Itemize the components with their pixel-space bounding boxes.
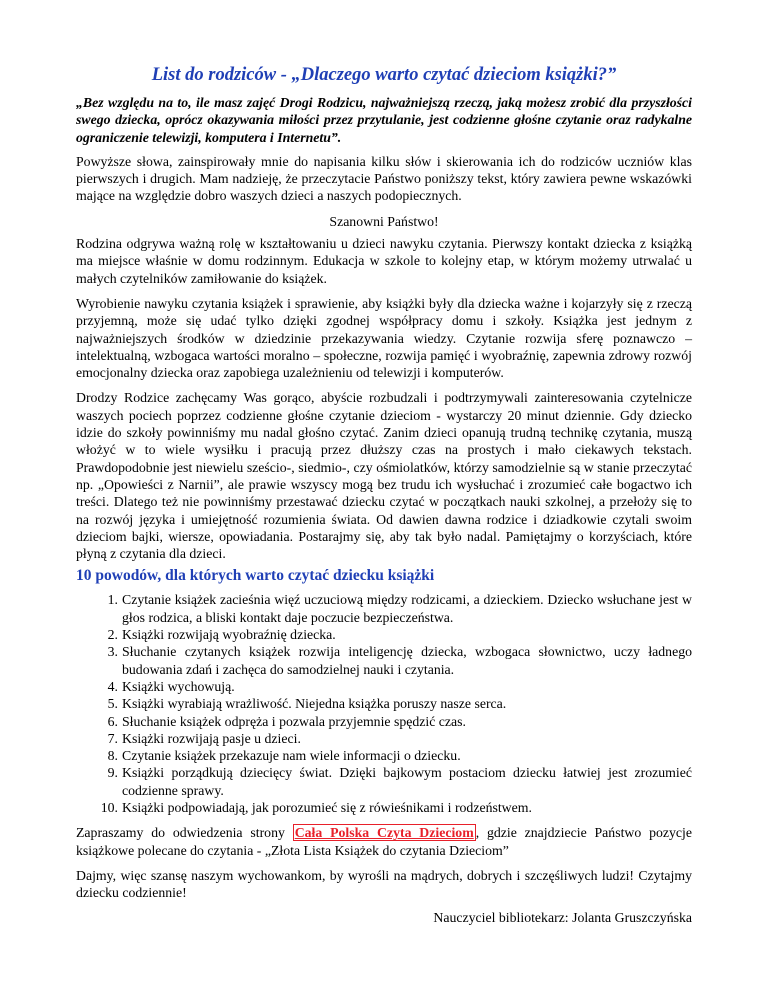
list-item [76, 747, 692, 764]
list-item [76, 591, 692, 626]
letter-title: List do rodziców - „Dlaczego warto czytać dzieciom książki?” [151, 65, 617, 85]
list-item-text: Książki podpowiadają, jak porozumieć się z rówieśnikami i rodzeństwem. [122, 799, 532, 815]
body-paragraph-1: Rodzina odgrywa ważną rolę w kształtowaniu u dzieci nawyku czytania. Pierwszy kontakt dziecka z książką ma miejsce właśnie w domu rodzinnym. Edukacja w szkole to kolejny etap, w którym możemy utrwalać u małych czytelników zamiłowanie do książek. [76, 236, 692, 286]
list-item [76, 713, 692, 730]
invite-text-before: Zapraszamy do odwiedzenia strony [76, 825, 293, 841]
closing-paragraph: Dajmy, więc szansę naszym wychowankom, by wyrośli na mądrych, dobrych i szczęśliwych ludzi! Czytajmy dziecku codziennie! [76, 867, 692, 901]
list-item [76, 643, 692, 678]
reasons-list [76, 591, 692, 816]
cala-polska-czyta-dzieciom-link[interactable]: Cała Polska Czyta Dzieciom [294, 825, 474, 841]
list-item [76, 695, 692, 712]
list-item [76, 799, 692, 816]
list-item-number: 4. [107, 678, 118, 694]
letter-page [76, 64, 692, 935]
body-paragraph-2: Wyrobienie nawyku czytania książek i sprawienie, aby książki były dla dziecka ważne i kojarzyły się z rzeczą przyjemną, może się udać tylko dzięki zgodnej współpracy domu i szkoły. Książka jest jednym z najważniejszych środków w dziedzinie przekazywania wiedzy. Czytanie rozwija sferę poznawczo – intelektualną, wzbogaca wartości moralno – społeczne, rozwija pamięć i wyobraźnię, zapewnia zdrowy rozwój emocjonalny dziecka oraz zapobiega uzależnieniu od telewizji i komputerów. [76, 295, 692, 381]
list-item-text: Książki wychowują. [122, 678, 235, 694]
list-item-text: Słuchanie książek odpręża i pozwala przyjemnie spędzić czas. [122, 713, 466, 729]
list-item-number: 3. [107, 644, 118, 660]
list-item-number: 5. [107, 696, 118, 712]
list-item-text: Czytanie książek przekazuje nam wiele informacji o dziecku. [122, 748, 461, 764]
list-item-number: 2. [107, 627, 118, 643]
signature: Nauczyciel bibliotekarz: Jolanta Gruszczyńska [433, 910, 692, 926]
list-item-number: 10. [100, 799, 118, 815]
list-item [76, 678, 692, 695]
list-item [76, 764, 692, 799]
list-item-number: 1. [107, 592, 118, 608]
intro-paragraph: Powyższe słowa, zainspirowały mnie do napisania kilku słów i skierowania ich do rodziców uczniów klas pierwszych i drugich. Mam nadzieję, że przeczytacie Państwo poniższy tekst, który zawiera pewne wskazówki mające na względzie dobro waszych dzieci a naszych podopiecznych. [76, 153, 692, 204]
list-item-number: 9. [107, 765, 118, 781]
reasons-heading: 10 powodów, dla których warto czytać dziecku książki [76, 567, 435, 585]
list-item [76, 626, 692, 643]
list-item-number: 8. [107, 748, 118, 764]
list-item-text: Książki porządkują dziecięcy świat. Dzięki bajkowym postaciom dziecku łatwiej jest zrozumieć codzienne sprawy. [122, 765, 692, 798]
list-item [76, 730, 692, 747]
list-item-text: Słuchanie czytanych książek rozwija inteligencję dziecka, wzbogaca słownictwo, uczy ładnego budowania zdań i zachęca do samodzielnej nauki i czytania. [122, 644, 692, 677]
greeting: Szanowni Państwo! [329, 213, 439, 229]
list-item-text: Czytanie książek zacieśnia więź uczuciową między rodzicami, a dzieckiem. Dziecko wsłuchane jest w głos rodzica, a bliski kontakt daje poczucie bezpieczeństwa. [122, 592, 692, 625]
invite-text-after: , gdzie znajdziecie Państwo pozycje książkowe polecane do czytania - „Złota Lista Książek do czytania Dzieciom” [76, 825, 692, 858]
body-paragraph-3: Drodzy Rodzice zachęcamy Was gorąco, abyście rozbudzali i podtrzymywali zainteresowania czytelnicze waszych pociech poprzez codzienne głośne czytanie dzieciom - wystarczy 20 minut dziennie. Gdy dziecko idzie do szkoły powinniśmy mu nadal głośno czytać. Zanim dzieci opanują trudną technikę czytania, muszą włożyć w to wiele wysiłku i pracują przez dłuższy czas na prostych i mało ciekawych tekstach. Prawdopodobnie jest niewielu sześcio-, siedmio-, czy ośmiolatków, którzy samodzielnie są w stanie przeczytać np. „Opowieści z Narnii”, ale prawie wszyscy mogą bez trudu ich wysłuchać i zrozumieć całe bogactwo ich treści. Dlatego też nie powinniśmy przestawać dziecku czytać w początkach nauki szkolnej, a przełoży się to na rozwój języka i umiejętność rozumienia świata. Od dawien dawna rodzice i dziadkowie czytali swoim dzieciom bajki, wiersze, opowiadania. Postarajmy się, aby tak było nadal. Pamiętajmy o korzyściach, które płyną z czytania dla dzieci. [76, 390, 692, 562]
list-item-text: Książki wyrabiają wrażliwość. Niejedna książka poruszy nasze serca. [122, 696, 507, 712]
opening-quote: „Bez względu na to, ile masz zajęć Drogi Rodzicu, najważniejszą rzeczą, jaką możesz zrobić dla przyszłości swego dziecka, oprócz okazywania miłości przez przytulanie, jest codzienne głośne czytanie oraz radykalne ograniczenie telewizji, komputera i Internetu”. [76, 95, 692, 145]
invite-paragraph [76, 824, 692, 859]
list-item-text: Książki rozwijają wyobraźnię dziecka. [122, 627, 336, 643]
list-item-number: 6. [107, 713, 118, 729]
list-item-number: 7. [107, 730, 118, 746]
list-item-text: Książki rozwijają pasje u dzieci. [122, 730, 301, 746]
